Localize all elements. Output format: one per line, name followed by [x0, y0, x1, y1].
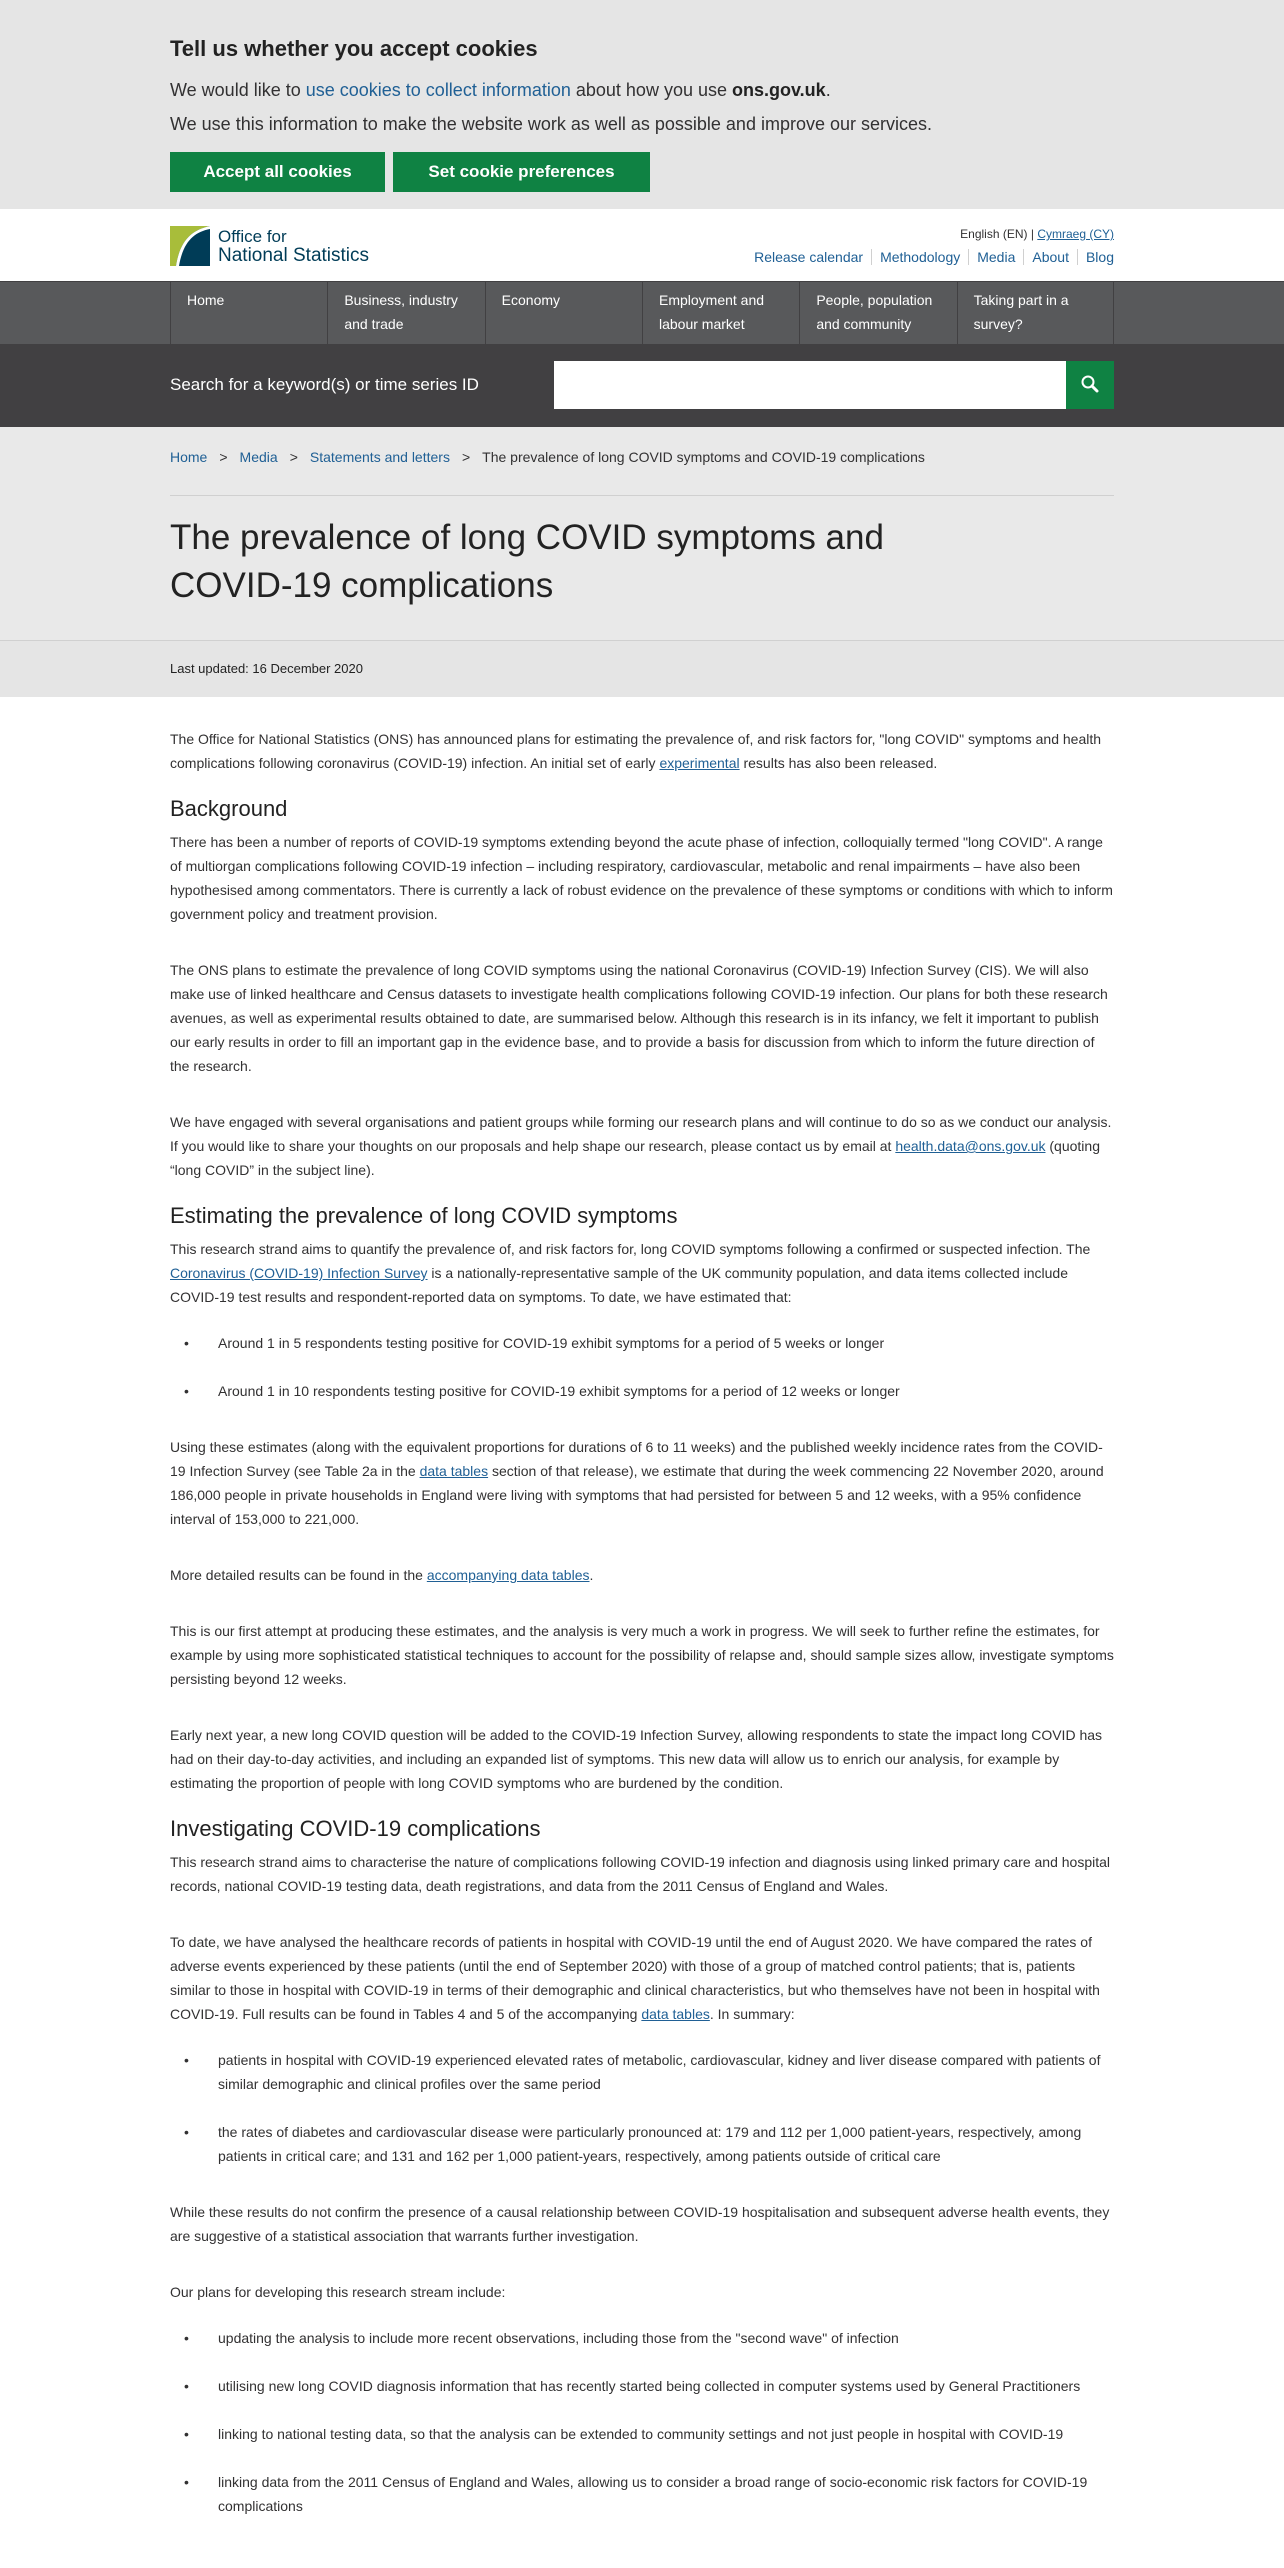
nav-item-survey[interactable]: Taking part in a survey? [957, 282, 1114, 344]
background-paragraph-3 [170, 1110, 1114, 1182]
language-current: English (EN) [960, 227, 1028, 241]
investigating-paragraph-1: This research strand aims to characterise the nature of complications following COVID-19 infection and diagnosis using linked primary care and hospital records, national COVID-19 testing data, death registrations, and data from the 2011 Census of England and Wales. [170, 1854, 1111, 1894]
ons-logo[interactable] [170, 226, 369, 266]
nav-item-employment[interactable]: Employment and labour market [642, 282, 799, 344]
heading-estimating: Estimating the prevalence of long COVID symptoms [170, 1203, 678, 1228]
divider [170, 495, 1114, 496]
cookie-banner [0, 0, 1284, 209]
estimates-list [170, 1331, 1114, 1403]
search-icon [1080, 374, 1100, 397]
logo-line-1: Office for [218, 227, 287, 246]
text: To date, we have analysed the healthcare records of patients in hospital with COVID-19 until the end of August 2020. We have compared the rates of adverse events experienced by these patients (until the end of September 2020) with those of a group of matched control patients; that is, patients similar to those in hospital with COVID-19 in terms of their demographic and clinical characteristics, but who themselves have not been in hospital with COVID-19. Full results can be found in Tables 4 and 5 of the accompanying [170, 1934, 1100, 2022]
text: results has also been released. [739, 755, 938, 771]
text: is a nationally-representative sample of the UK community population, and data items collected include COVID-19 test results and respondent-reported data on symptoms. To date, we have estimated that: [170, 1265, 1069, 1305]
background-paragraph-2: The ONS plans to estimate the prevalence of long COVID symptoms using the national Coronavirus (COVID-19) Infection Survey (CIS). We will also make use of linked healthcare and Census datasets to investigate health complications following COVID-19 infection. Our plans for both these research avenues, as well as experimental results obtained to date, are summarised below. Although this research is in its infancy, we felt it important to publish our early results in order to fill an important gap in the evidence base, and to provide a basis for discussion from which to inform the future direction of the research. [170, 962, 1108, 1074]
text: (quoting “long COVID” in the subject line). [170, 1138, 1100, 1178]
utility-links [746, 249, 1114, 265]
list-item: • the rates of diabetes and cardiovascular disease were particularly pronounced at: 179 and 112 per 1,000 patient-years, respectively, among patients in critical care; and 131 and 162 per 1,000 patient-years, respectively, among patients outside of critical care [170, 2120, 1114, 2168]
util-link-about[interactable]: About [1023, 249, 1077, 265]
list-item: • updating the analysis to include more recent observations, including those from the "second wave" of infection [170, 2326, 1114, 2350]
intro-paragraph [170, 727, 1114, 775]
estimating-paragraph-3 [170, 1563, 1114, 1587]
search-label: Search for a keyword(s) or time series ID [170, 375, 479, 394]
cookie-site-name: ons.gov.uk [732, 80, 826, 100]
text: Using these estimates (along with the equivalent proportions for durations of 6 to 11 weeks) and the published weekly incidence rates from the COVID-19 Infection Survey (see Table 2a in the [170, 1439, 1103, 1479]
util-link-media[interactable]: Media [968, 249, 1023, 265]
language-welsh-link[interactable]: Cymraeg (CY) [1037, 227, 1114, 241]
estimating-paragraph-5: Early next year, a new long COVID question will be added to the COVID-19 Infection Survey, allowing respondents to state the impact long COVID has had on their day-to-day activities, and including an expanded list of symptoms. This new data will allow us to enrich our analysis, for example by estimating the proportion of people with long COVID symptoms who are burdened by the condition. [170, 1727, 1103, 1791]
experimental-link[interactable]: experimental [659, 755, 740, 771]
estimating-paragraph-1 [170, 1237, 1114, 1309]
page-header [0, 427, 1284, 641]
breadcrumb-separator: > [289, 449, 298, 465]
cookie-banner-text-2: We use this information to make the website work as well as possible and improve our services. [170, 114, 933, 134]
cookie-info-link[interactable]: use cookies to collect information [305, 80, 571, 100]
data-tables-link-2[interactable]: data tables [641, 2006, 710, 2022]
search-input[interactable] [554, 361, 1067, 409]
util-link-blog[interactable]: Blog [1077, 249, 1114, 265]
ons-logo-text [218, 227, 369, 265]
search-bar [0, 345, 1284, 427]
text: . [589, 1567, 594, 1583]
site-header [0, 209, 1284, 281]
page-title: The prevalence of long COVID symptoms and COVID-19 complications [170, 518, 884, 605]
breadcrumb-statements[interactable]: Statements and letters [309, 449, 450, 465]
infection-survey-link[interactable]: Coronavirus (COVID-19) Infection Survey [170, 1265, 428, 1281]
search-button[interactable] [1066, 361, 1114, 409]
last-updated: Last updated: 16 December 2020 [170, 661, 363, 676]
list-item: • Around 1 in 10 respondents testing positive for COVID-19 exhibit symptoms for a period of 12 weeks or longer [170, 1379, 1114, 1403]
plans-list [170, 2326, 1114, 2518]
cookie-preferences-button[interactable]: Set cookie preferences [393, 152, 650, 192]
list-item: • Around 1 in 5 respondents testing positive for COVID-19 exhibit symptoms for a period of 5 weeks or longer [170, 1331, 1114, 1355]
summary-list [170, 2048, 1114, 2168]
list-item: • patients in hospital with COVID-19 experienced elevated rates of metabolic, cardiovascular, kidney and liver disease compared with patients of similar demographic and clinical profiles over the same period [170, 2048, 1114, 2096]
breadcrumb-media[interactable]: Media [239, 449, 278, 465]
text: More detailed results can be found in the [170, 1567, 427, 1583]
email-link[interactable]: health.data@ons.gov.uk [895, 1138, 1046, 1154]
cookie-banner-title: Tell us whether you accept cookies [170, 36, 538, 61]
cookie-banner-text [170, 78, 1114, 102]
accompanying-data-tables-link[interactable]: accompanying data tables [426, 1567, 590, 1583]
heading-background: Background [170, 796, 288, 821]
breadcrumb-separator: > [461, 449, 471, 465]
breadcrumb [170, 449, 925, 465]
breadcrumb-separator: > [219, 449, 228, 465]
nav-item-people[interactable]: People, population and community [799, 282, 956, 344]
nav-item-economy[interactable]: Economy [485, 282, 642, 344]
ons-logo-icon [170, 226, 210, 266]
logo-line-2: National Statistics [218, 245, 370, 266]
investigating-paragraph-3: While these results do not confirm the presence of a causal relationship between COVID-19 hospitalisation and subsequent adverse health events, they are suggestive of a statistical association that warrants further investigation. [170, 2204, 1110, 2244]
nav-item-home[interactable]: Home [170, 282, 327, 344]
cookie-text-middle: about how you use [570, 80, 732, 100]
cookie-text-suffix: . [825, 80, 831, 100]
list-item: • linking data from the 2011 Census of England and Wales, allowing us to consider a broad range of socio-economic risk factors for COVID-19 complications [170, 2470, 1114, 2518]
accept-cookies-button[interactable]: Accept all cookies [170, 152, 385, 192]
breadcrumb-current: The prevalence of long COVID symptoms and COVID-19 complications [482, 449, 925, 465]
text: section of that release), we estimate that during the week commencing 22 November 2020, around 186,000 people in private households in England were living with symptoms that had persisted for between 5 and 12 weeks, with a 95% confidence interval of 153,000 to 221,000. [170, 1463, 1104, 1527]
estimating-paragraph-2 [170, 1435, 1114, 1531]
background-paragraph-1: There has been a number of reports of COVID-19 symptoms extending beyond the acute phase of infection, colloquially termed "long COVID". A range of multiorgan complications following COVID-19 infection – including respiratory, cardiovascular, metabolic and renal impairments – have also been hypothesised among commentators. There is currently a lack of robust evidence on the prevalence of these symptoms or conditions with which to inform government policy and treatment provision. [170, 834, 1113, 922]
text: We have engaged with several organisations and patient groups while forming our research plans and will continue to do so as we conduct our analysis. If you would like to share your thoughts on our proposals and help shape our research, please contact us by email at [170, 1114, 1112, 1154]
text: . In summary: [709, 2006, 795, 2022]
nav-item-business[interactable]: Business, industry and trade [327, 282, 484, 344]
list-item: • linking to national testing data, so that the analysis can be extended to community settings and not just people in hospital with COVID-19 [170, 2422, 1114, 2446]
text: The Office for National Statistics (ONS) has announced plans for estimating the prevalence of, and risk factors for, "long COVID" symptoms and health complications following coronavirus (COVID-19) infection. An initial set of early [170, 731, 1102, 771]
language-separator: | [1027, 227, 1038, 241]
cookie-text-prefix: We would like to [170, 80, 306, 100]
breadcrumb-home[interactable]: Home [170, 449, 208, 465]
data-tables-link[interactable]: data tables [419, 1463, 489, 1479]
util-link-release-calendar[interactable]: Release calendar [754, 249, 864, 265]
page-meta [0, 641, 1284, 697]
util-link-methodology[interactable]: Methodology [871, 249, 968, 265]
cookie-buttons [170, 152, 1114, 192]
language-switcher [960, 227, 1114, 241]
heading-investigating: Investigating COVID-19 complications [170, 1816, 541, 1841]
investigating-paragraph-4: Our plans for developing this research stream include: [170, 2284, 506, 2300]
primary-nav [0, 281, 1284, 345]
main-content [0, 697, 1284, 2518]
investigating-paragraph-2 [170, 1930, 1114, 2026]
text: This research strand aims to quantify the prevalence of, and risk factors for, long COVID symptoms following a confirmed or suspected infection. The [170, 1241, 1091, 1257]
list-item: • utilising new long COVID diagnosis information that has recently started being collected in computer systems used by General Practitioners [170, 2374, 1114, 2398]
estimating-paragraph-4: This is our first attempt at producing these estimates, and the analysis is very much a work in progress. We will seek to further refine the estimates, for example by using more sophisticated statistical techniques to account for the possibility of relapse and, should sample sizes allow, investigate symptoms persisting beyond 12 weeks. [170, 1623, 1114, 1687]
